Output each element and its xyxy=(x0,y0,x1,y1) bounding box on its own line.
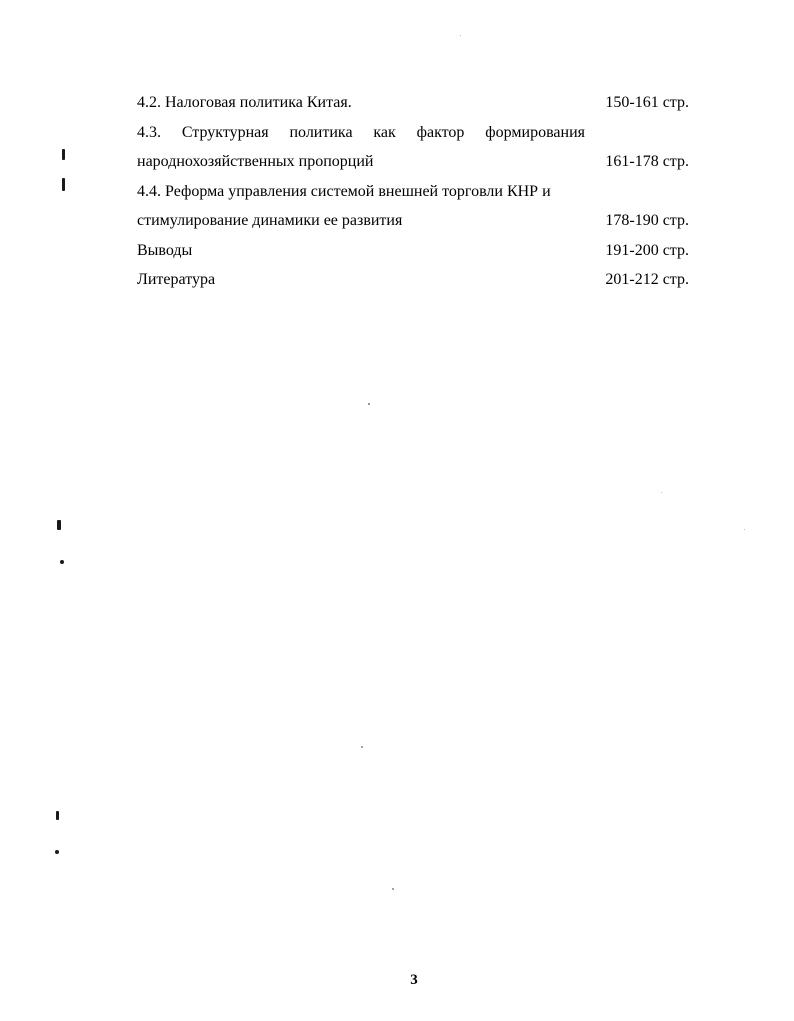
toc-entry-4-4-line-2 xyxy=(137,206,689,236)
scan-speck xyxy=(56,811,59,820)
scan-speck xyxy=(57,520,61,530)
toc-entry-pages: 150-161 стр. xyxy=(605,94,689,111)
scan-speck xyxy=(392,888,394,890)
toc-entry-4-4-line-1 xyxy=(137,177,689,207)
scan-speck xyxy=(62,149,65,160)
toc-entry-title: 4.4. Реформа управления системой внешней торговли КНР и xyxy=(137,182,551,200)
scan-speck xyxy=(55,850,59,854)
toc-entry-title: 4.2. Налоговая политика Китая. xyxy=(137,94,352,111)
scan-speck xyxy=(460,35,461,36)
scan-speck xyxy=(744,529,745,530)
toc-entry-title: стимулирование динамики ее развития xyxy=(137,212,403,229)
toc-entry-title: 4.3. Структурная политика как фактор формирования xyxy=(137,123,585,141)
toc-entry-literature xyxy=(137,265,689,295)
toc-entry-pages: 201-212 стр. xyxy=(605,271,689,288)
scan-speck xyxy=(661,492,662,493)
toc-entry-pages: 191-200 стр. xyxy=(605,241,689,259)
toc-entry-4-3-line-2 xyxy=(137,147,689,177)
toc-entry-title: Литература xyxy=(137,271,216,288)
toc-entry-pages: 178-190 стр. xyxy=(605,212,689,229)
scan-speck xyxy=(361,746,363,748)
toc-entry-pages: 161-178 стр. xyxy=(605,153,689,170)
toc-entry-4-3-line-1 xyxy=(137,118,689,148)
scan-speck xyxy=(62,178,65,191)
toc-entry-title: Выводы xyxy=(137,241,193,259)
toc-entry-4-2 xyxy=(137,88,689,118)
page-number: 3 xyxy=(410,972,418,988)
scan-speck xyxy=(368,403,370,405)
scan-speck xyxy=(60,560,64,564)
toc-entry-title: народнохозяйственных пропорций xyxy=(137,153,374,170)
toc-entry-conclusions xyxy=(137,236,689,266)
table-of-contents xyxy=(137,88,689,295)
